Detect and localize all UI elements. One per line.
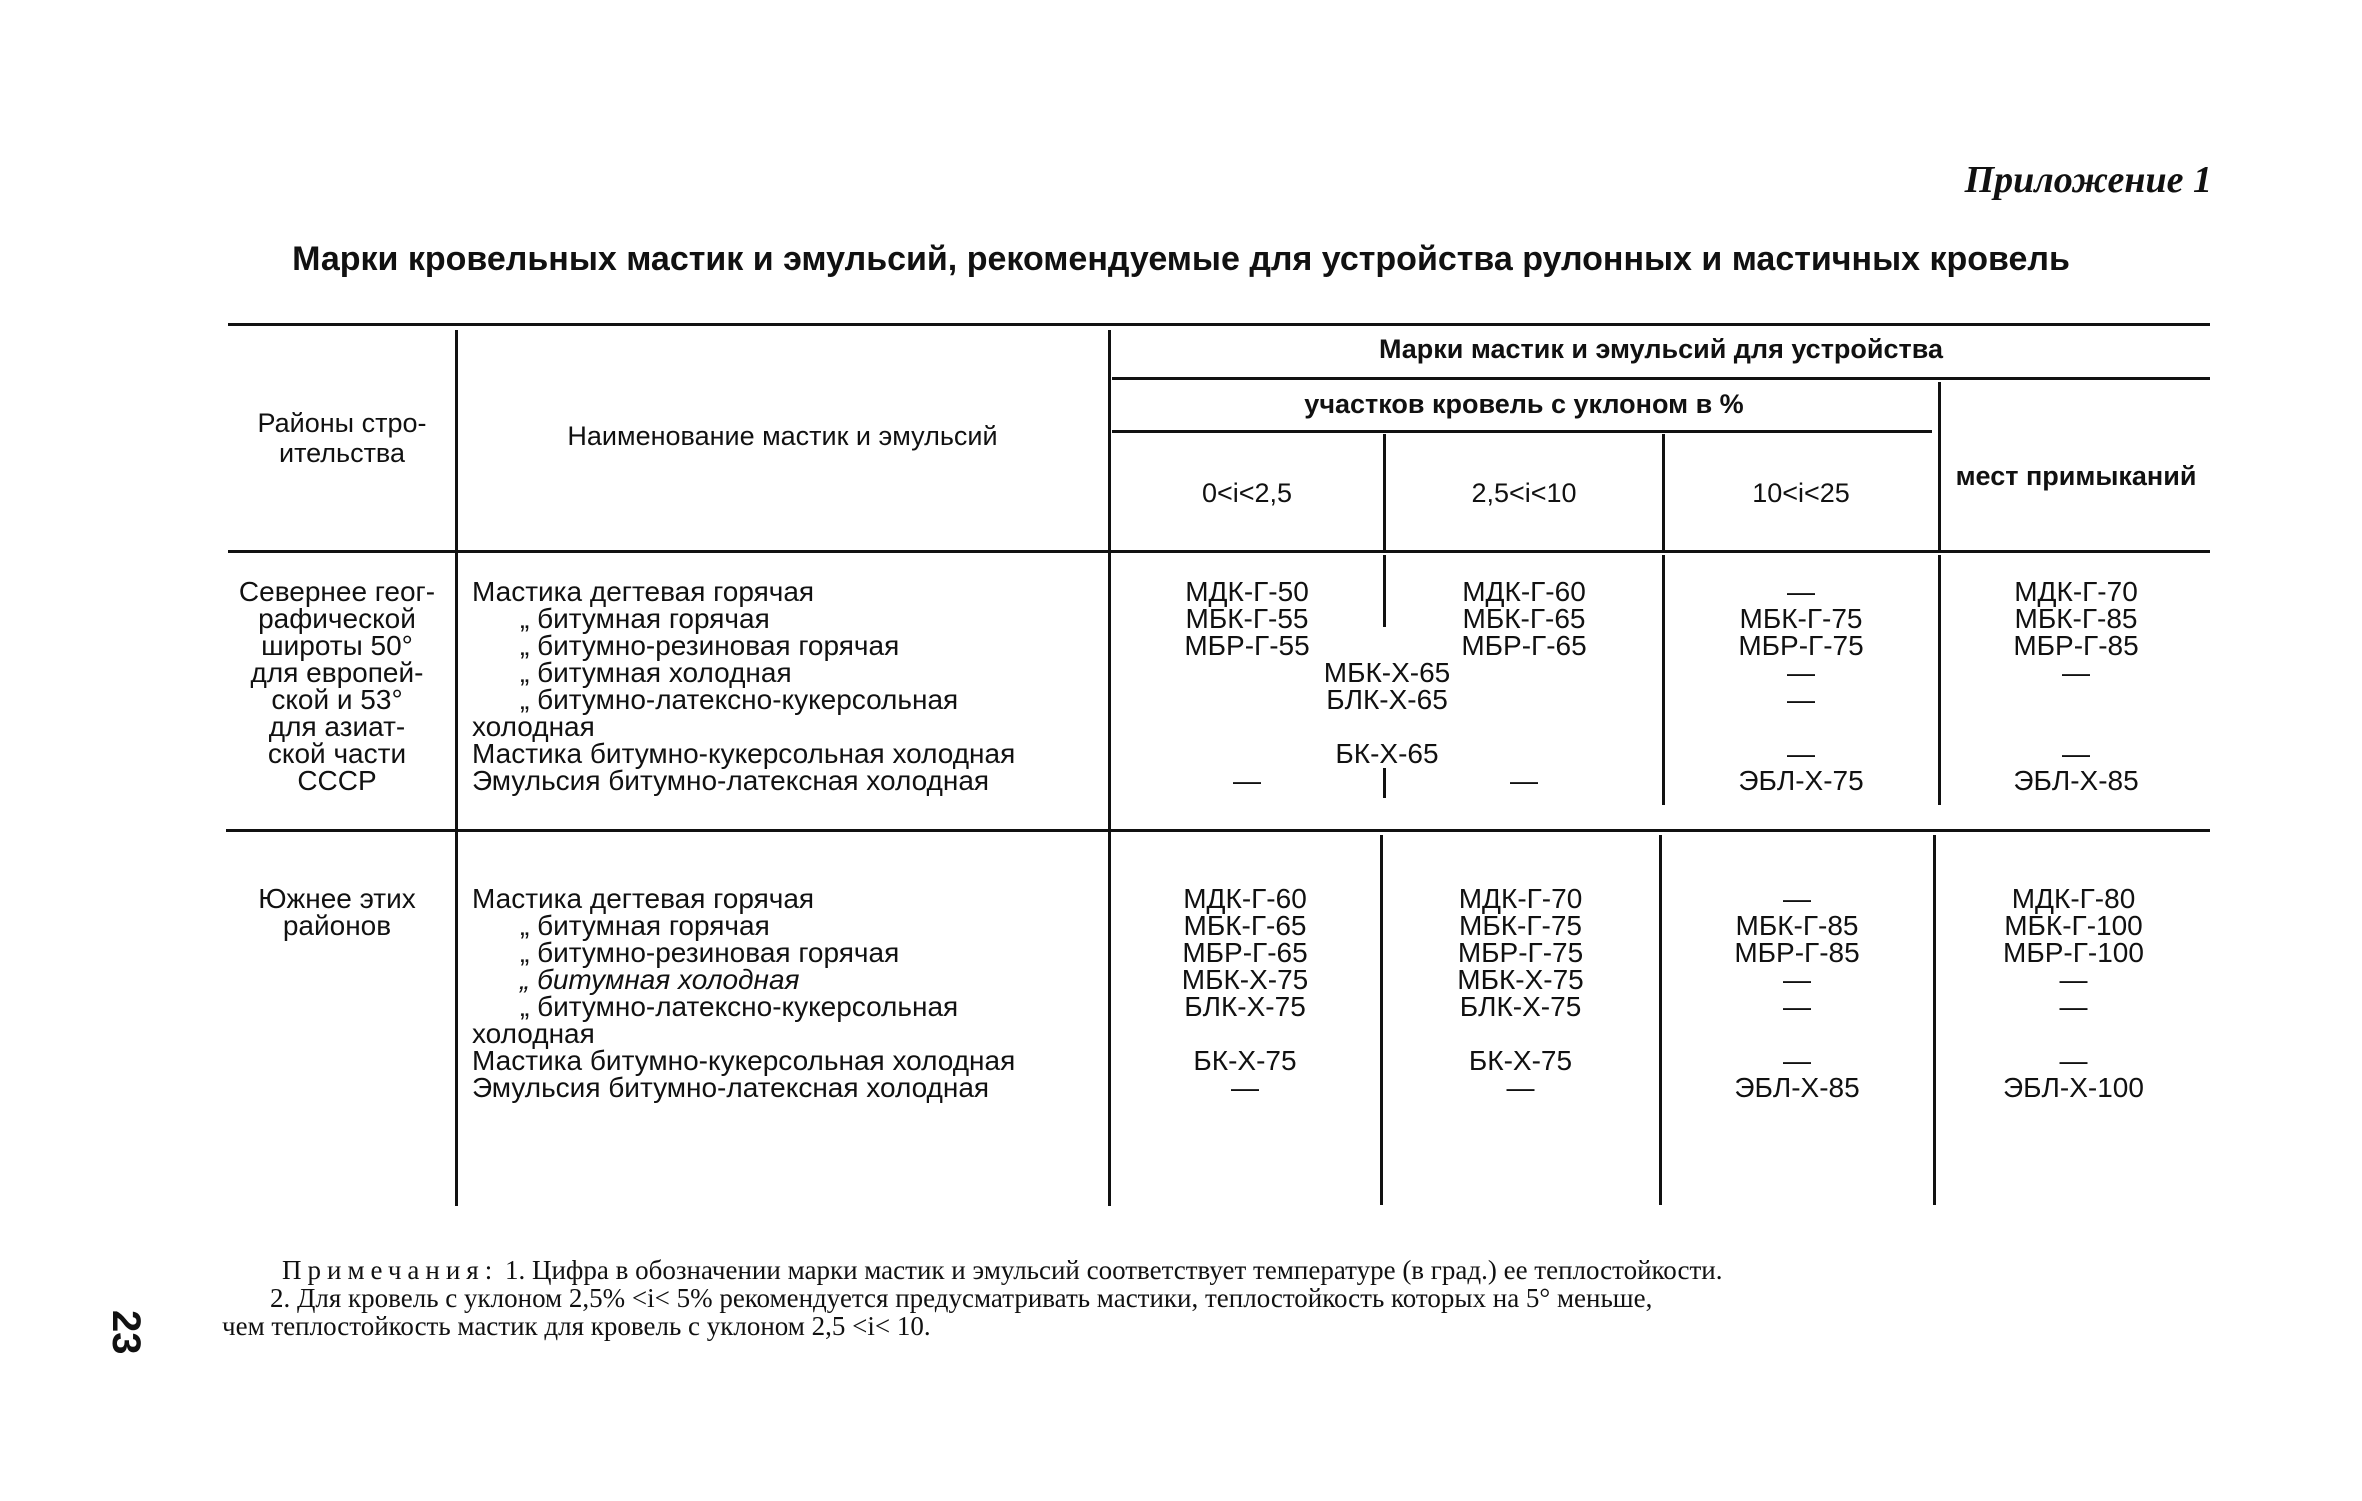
- mark-value: —: [1783, 991, 1811, 1022]
- mark-value: МБК-Г-65: [1183, 910, 1307, 941]
- marks-col3-north: [1666, 578, 1936, 794]
- name-line: Эмульсия битумно-латексная холодная: [472, 1072, 990, 1103]
- col-divider-names: [1108, 330, 1111, 1206]
- mark-value: МДК-Г-50: [1185, 576, 1309, 607]
- name-line: „ битумно-резиновая горячая: [520, 630, 900, 661]
- col-divider-1-sec2: [1380, 835, 1383, 1205]
- mark-value: МБК-Г-85: [1735, 910, 1859, 941]
- mark-value: БЛК-Х-75: [1459, 991, 1582, 1022]
- mark-value: —: [1787, 576, 1815, 607]
- region-line: СССР: [297, 765, 377, 796]
- mark-value: МДК-Г-70: [2014, 576, 2138, 607]
- mark-value: —: [1783, 1045, 1811, 1076]
- mark-value: МБР-Г-85: [2013, 630, 2139, 661]
- region-line: районов: [282, 910, 392, 941]
- notes-line-1: [282, 1256, 1722, 1284]
- header-slope-group: участков кровель с уклоном в %: [1304, 389, 1744, 419]
- mark-value: —: [1787, 657, 1815, 688]
- name-line: „ битумная горячая: [520, 910, 770, 941]
- notes-line-3: чем теплостойкость мастик для кровель с уклоном 2,5 <i< 10.: [222, 1311, 931, 1341]
- name-line: Мастика дегтевая горячая: [472, 883, 815, 914]
- mark-value: МБК-Г-55: [1185, 603, 1309, 634]
- name-line: „ битумная холодная: [520, 964, 800, 995]
- name-line: „ битумно-латексно-кукерсольная: [520, 991, 959, 1022]
- col-divider-1-bottom: [1383, 768, 1386, 798]
- mark-value: МБР-Г-75: [1457, 937, 1584, 968]
- mark-value: —: [1506, 1072, 1535, 1103]
- mark-value: МДК-Г-60: [1462, 576, 1586, 607]
- mark-value: МДК-Г-70: [1458, 883, 1583, 914]
- mark-value: МБР-Г-65: [1182, 937, 1308, 968]
- region-line: ской части: [267, 738, 407, 769]
- mark-value: МБК-Х-75: [1457, 964, 1584, 995]
- mark-value: МБР-Г-55: [1184, 630, 1310, 661]
- mark-value: —: [1510, 765, 1538, 796]
- region-line: для европей-: [250, 657, 424, 688]
- mark-value: —: [1233, 765, 1261, 796]
- mark-value: МБК-Г-75: [1459, 910, 1582, 941]
- header-regions-line: ительства: [278, 438, 405, 468]
- mark-value: —: [1231, 1072, 1259, 1103]
- mark-value: БЛК-Х-75: [1184, 991, 1306, 1022]
- mark-value: ЭБЛ-Х-75: [1738, 765, 1864, 796]
- mark-value: МБК-Х-65: [1323, 657, 1451, 688]
- mark-value: ЭБЛ-Х-100: [2003, 1072, 2144, 1103]
- header-marks-group: Марки мастик и эмульсий для устройства: [1378, 334, 1944, 364]
- mark-value: —: [2059, 964, 2088, 995]
- region-line: для азиат-: [268, 711, 406, 742]
- name-line: „ битумно-резиновая горячая: [520, 937, 900, 968]
- name-line: „ битумная холодная: [520, 657, 792, 688]
- names-cell-north: [472, 578, 1015, 794]
- table-top-rule: [228, 323, 2210, 326]
- mark-value: МДК-Г-80: [2011, 883, 2136, 914]
- mark-value: МБР-Г-85: [1734, 937, 1860, 968]
- mark-value: МБК-Г-100: [2004, 910, 2143, 941]
- mark-value: БК-Х-65: [1335, 738, 1439, 769]
- mark-value: МБК-Х-75: [1181, 964, 1309, 995]
- mark-value: МБР-Г-65: [1461, 630, 1587, 661]
- name-line: „ битумно-латексно-кукерсольная: [520, 684, 959, 715]
- names-cell-south: [472, 885, 1015, 1101]
- mark-value: —: [2062, 657, 2090, 688]
- marks-merged-north: [1112, 659, 1662, 767]
- header-regions: [232, 408, 452, 468]
- table-title: Марки кровельных мастик и эмульсий, рекомендуемые для устройства рулонных и мастичных кровель: [292, 240, 2070, 278]
- region-line: широты 50°: [261, 630, 413, 661]
- col-divider-2-header: [1662, 434, 1665, 550]
- marks-col4-south: [1937, 885, 2210, 1101]
- notes-line-2: 2. Для кровель с уклоном 2,5% <i< 5% рекомендуется предусматривать мастики, теплостойкость которых на 5° меньше,: [270, 1283, 1653, 1313]
- mark-value: —: [1787, 684, 1815, 715]
- notes-label: Примечания:: [282, 1255, 499, 1285]
- name-line: Мастика дегтевая горячая: [472, 576, 815, 607]
- col-divider-region: [455, 330, 458, 1206]
- slope-group-rule: [1112, 430, 1932, 433]
- col-divider-3-header: [1938, 382, 1941, 550]
- mark-value: БЛК-Х-65: [1326, 684, 1448, 715]
- region-line: Севернее геог-: [238, 576, 436, 607]
- region-line: ской и 53°: [271, 684, 403, 715]
- mark-value: МДК-Г-60: [1183, 883, 1307, 914]
- header-col3: 10<i<25: [1752, 478, 1850, 508]
- region-line: рафической: [258, 603, 416, 634]
- mark-value: —: [1783, 964, 1811, 995]
- mark-value: ЭБЛ-Х-85: [2013, 765, 2139, 796]
- col-divider-2-sec2: [1659, 835, 1662, 1205]
- mark-value: БК-Х-75: [1193, 1045, 1297, 1076]
- mark-value: —: [1783, 883, 1811, 914]
- page-number: 23: [104, 1310, 148, 1355]
- marks-col1-south: [1112, 885, 1378, 1101]
- marks-col2-south: [1384, 885, 1657, 1101]
- header-col2: 2,5<i<10: [1471, 478, 1577, 508]
- marks-group-rule: [1112, 377, 2210, 380]
- name-line: холодная: [472, 711, 595, 742]
- name-line: Эмульсия битумно-латексная холодная: [472, 765, 990, 796]
- marks-col3-south: [1663, 885, 1931, 1101]
- mark-value: —: [2059, 991, 2088, 1022]
- col-divider-1-top: [1383, 555, 1386, 627]
- section-divider-rule: [226, 829, 2210, 832]
- mark-value: МБК-Г-65: [1462, 603, 1586, 634]
- header-col1: 0<i<2,5: [1201, 478, 1293, 508]
- region-line: Южнее этих: [258, 883, 416, 914]
- mark-value: МБК-Г-75: [1739, 603, 1863, 634]
- header-col4: мест примыканий: [1955, 461, 2197, 491]
- mark-value: —: [1787, 738, 1815, 769]
- appendix-label: Приложение 1: [1964, 159, 2212, 201]
- marks-col4-north: [1942, 578, 2210, 794]
- mark-value: ЭБЛ-Х-85: [1734, 1072, 1860, 1103]
- col-divider-3-sec2: [1933, 835, 1936, 1205]
- header-names: Наименование мастик и эмульсий: [567, 421, 998, 451]
- name-line: Мастика битумно-кукерсольная холодная: [472, 738, 1016, 769]
- region-cell-south: [232, 885, 442, 939]
- name-line: холодная: [472, 1018, 595, 1049]
- mark-value: БК-Х-75: [1468, 1045, 1573, 1076]
- mark-value: МБР-Г-75: [1738, 630, 1864, 661]
- header-bottom-rule: [228, 550, 2210, 553]
- mark-value: МБР-Г-100: [2003, 937, 2144, 968]
- mark-value: МБК-Г-85: [2014, 603, 2138, 634]
- name-line: „ битумная горячая: [520, 603, 770, 634]
- col-divider-1-header: [1383, 434, 1386, 550]
- mark-value: —: [2062, 738, 2090, 769]
- col-divider-2-sec1: [1662, 555, 1665, 805]
- region-cell-north: [232, 578, 442, 794]
- header-regions-line: Районы стро-: [257, 408, 427, 438]
- name-line: Мастика битумно-кукерсольная холодная: [472, 1045, 1016, 1076]
- mark-value: —: [2059, 1045, 2088, 1076]
- col-divider-3-sec1: [1938, 555, 1941, 805]
- note-text: 1. Цифра в обозначении марки мастик и эмульсий соответствует температуре (в град.) ее теплостойкости.: [504, 1255, 1723, 1285]
